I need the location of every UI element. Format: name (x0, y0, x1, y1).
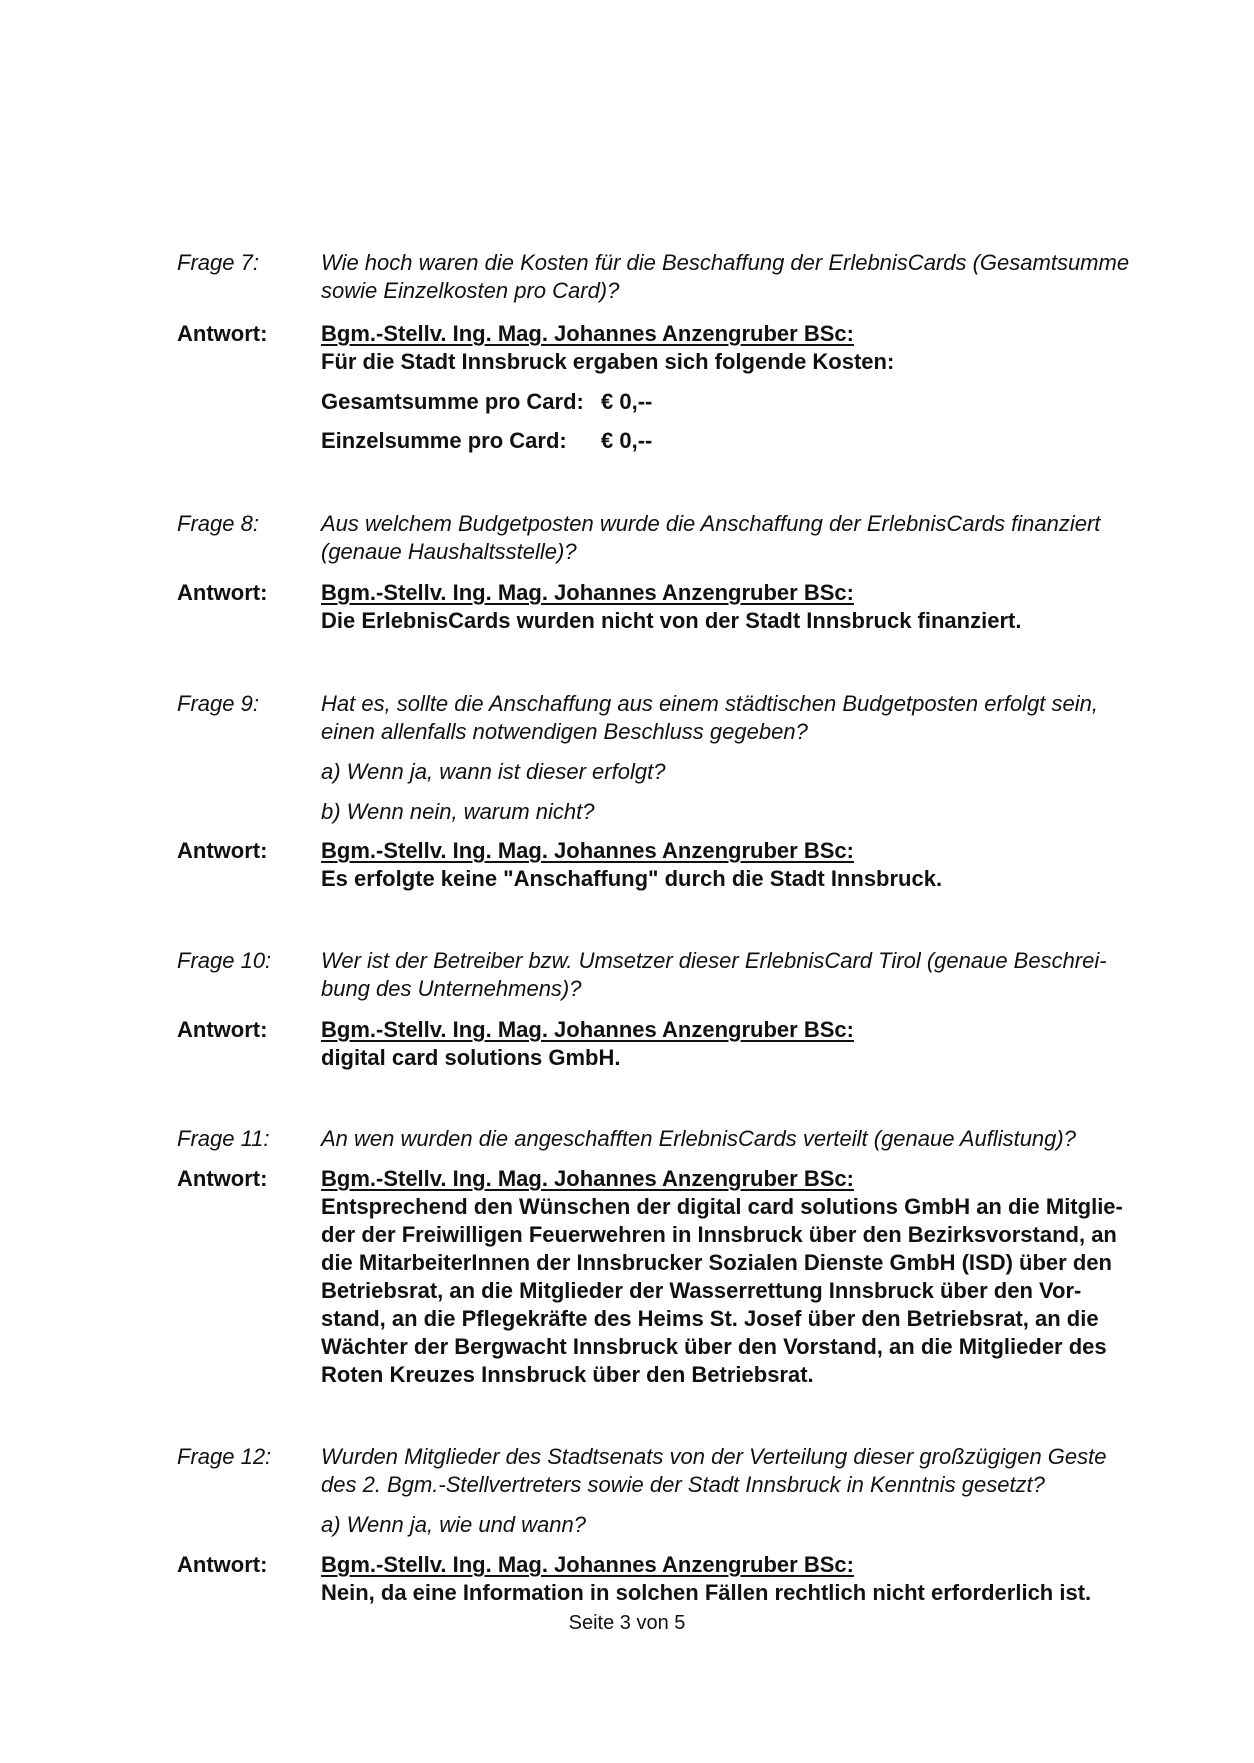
answer-text-line: stand, an die Pflegekräfte des Heims St. Josef über den Betriebsrat, an die (321, 1306, 1099, 1331)
answer-label: Antwort: (177, 838, 268, 863)
answer-speaker: Bgm.-Stellv. Ing. Mag. Johannes Anzengruber BSc: (321, 838, 854, 863)
answer-label: Antwort: (177, 321, 268, 346)
question-sub-item: a) Wenn ja, wann ist dieser erfolgt? (321, 759, 666, 784)
question-text-line: Wurden Mitglieder des Stadtsenats von der Verteilung dieser großzügigen Geste (321, 1444, 1107, 1469)
answer-label: Antwort: (177, 1552, 268, 1577)
answer-speaker: Bgm.-Stellv. Ing. Mag. Johannes Anzengruber BSc: (321, 1552, 854, 1577)
question-label: Frage 11: (177, 1126, 270, 1151)
answer-text-line: Roten Kreuzes Innsbruck über den Betriebsrat. (321, 1362, 814, 1387)
answer-text-line: Nein, da eine Information in solchen Fällen rechtlich nicht erforderlich ist. (321, 1580, 1092, 1605)
question-label: Frage 12: (177, 1444, 272, 1469)
question-text-line: Hat es, sollte die Anschaffung aus einem städtischen Budgetposten erfolgt sein, (321, 691, 1098, 716)
answer-text-line: der der Freiwilligen Feuerwehren in Innsbruck über den Bezirksvorstand, an (321, 1222, 1117, 1247)
question-text-line: einen allenfalls notwendigen Beschluss gegeben? (321, 719, 808, 744)
question-label: Frage 9: (177, 691, 259, 716)
answer-text-line: Für die Stadt Innsbruck ergaben sich folgende Kosten: (321, 349, 895, 374)
question-text-line: An wen wurden die angeschafften ErlebnisCards verteilt (genaue Auflistung)? (321, 1126, 1076, 1151)
question-text-line: bung des Unternehmens)? (321, 976, 582, 1001)
question-sub-item: a) Wenn ja, wie und wann? (321, 1512, 586, 1537)
cost-value-single: € 0,-- (601, 428, 653, 453)
answer-speaker: Bgm.-Stellv. Ing. Mag. Johannes Anzengruber BSc: (321, 1166, 854, 1191)
cost-label-single: Einzelsumme pro Card: (321, 428, 567, 453)
cost-value-total: € 0,-- (601, 389, 653, 414)
answer-speaker: Bgm.-Stellv. Ing. Mag. Johannes Anzengruber BSc: (321, 580, 854, 605)
answer-label: Antwort: (177, 580, 268, 605)
cost-label-total: Gesamtsumme pro Card: (321, 389, 584, 414)
answer-text-line: Die ErlebnisCards wurden nicht von der Stadt Innsbruck finanziert. (321, 608, 1022, 633)
question-label: Frage 10: (177, 948, 272, 973)
answer-label: Antwort: (177, 1166, 268, 1191)
answer-label: Antwort: (177, 1017, 268, 1042)
question-text-line: des 2. Bgm.-Stellvertreters sowie der Stadt Innsbruck in Kenntnis gesetzt? (321, 1472, 1045, 1497)
question-text-line: Aus welchem Budgetposten wurde die Anschaffung der ErlebnisCards finanziert (321, 511, 1101, 536)
answer-speaker: Bgm.-Stellv. Ing. Mag. Johannes Anzengruber BSc: (321, 1017, 854, 1042)
answer-text-line: Wächter der Bergwacht Innsbruck über den Vorstand, an die Mitglieder des (321, 1334, 1107, 1359)
answer-text-line: die MitarbeiterInnen der Innsbrucker Sozialen Dienste GmbH (ISD) über den (321, 1250, 1112, 1275)
question-text-line: Wer ist der Betreiber bzw. Umsetzer dieser ErlebnisCard Tirol (genaue Beschrei- (321, 948, 1107, 973)
answer-speaker: Bgm.-Stellv. Ing. Mag. Johannes Anzengruber BSc: (321, 321, 854, 346)
question-label: Frage 7: (177, 250, 259, 275)
answer-text-line: digital card solutions GmbH. (321, 1045, 621, 1070)
question-label: Frage 8: (177, 511, 259, 536)
answer-text-line: Betriebsrat, an die Mitglieder der Wasserrettung Innsbruck über den Vor- (321, 1278, 1082, 1303)
answer-text-line: Entsprechend den Wünschen der digital card solutions GmbH an die Mitglie- (321, 1194, 1123, 1219)
answer-text-line: Es erfolgte keine "Anschaffung" durch die Stadt Innsbruck. (321, 866, 943, 891)
question-text-line: Wie hoch waren die Kosten für die Beschaffung der ErlebnisCards (Gesamtsumme (321, 250, 1130, 275)
question-sub-item: b) Wenn nein, warum nicht? (321, 799, 595, 824)
page-number: Seite 3 von 5 (568, 1612, 686, 1634)
question-text-line: sowie Einzelkosten pro Card)? (321, 278, 620, 303)
question-text-line: (genaue Haushaltsstelle)? (321, 539, 577, 564)
